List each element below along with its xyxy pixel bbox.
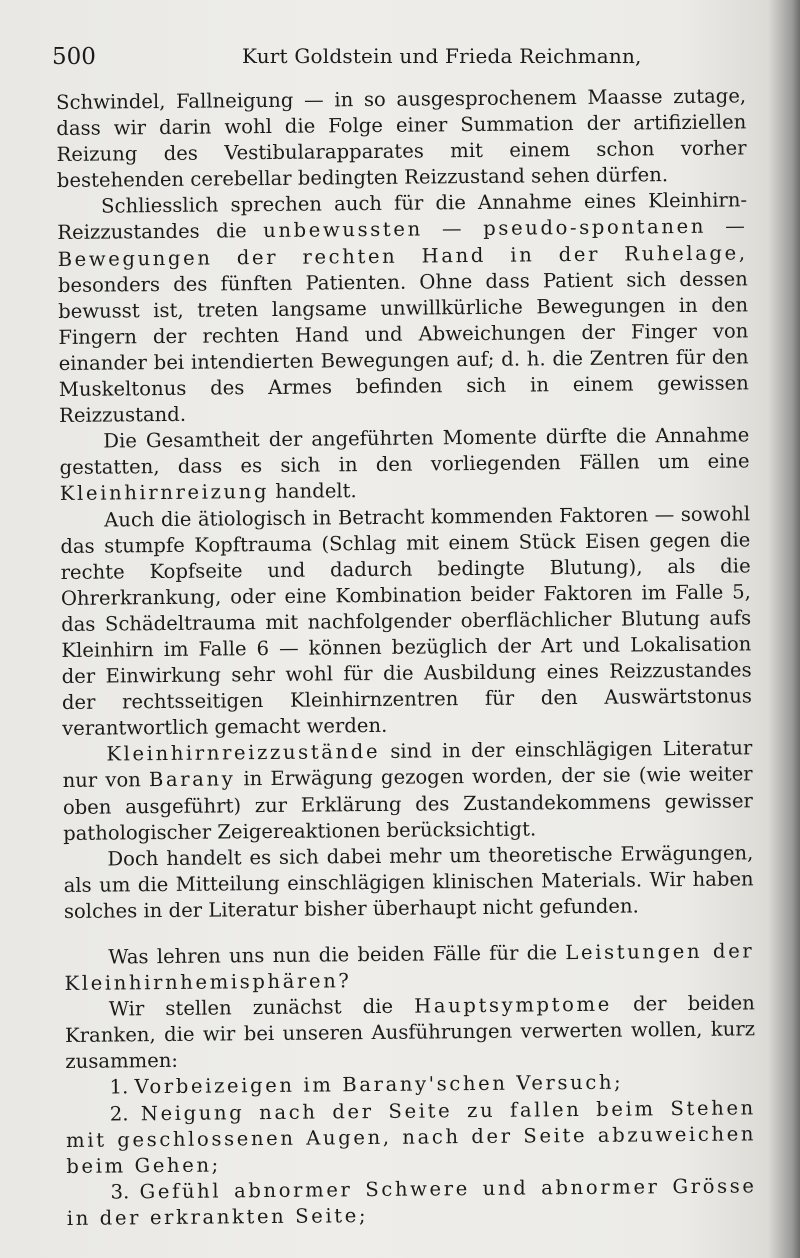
paragraph-7-part-a: Was lehren uns nun die beiden Fälle für die xyxy=(108,941,566,969)
running-head: Kurt Goldstein und Frieda Reichmann, xyxy=(242,44,642,68)
paragraph-8-emphasis: Hauptsymptome xyxy=(414,992,612,1018)
paragraph-7-emphasis: Leistungen der Kleinhirnhemisphären? xyxy=(64,939,755,996)
body-text xyxy=(56,83,757,1232)
paragraph-6 xyxy=(63,840,754,925)
paragraph-4 xyxy=(60,501,752,742)
paragraph-5-author: Barany xyxy=(148,767,236,792)
page-header xyxy=(52,44,742,74)
paragraph-3-emphasis: Kleinhirnreizung xyxy=(59,480,270,506)
paragraph-1 xyxy=(56,83,747,194)
paragraph-3-part-c: handelt. xyxy=(268,479,357,504)
paragraph-5-part-b: sind in der einschlägigen Literatur nur von xyxy=(62,736,753,793)
paragraph-3-part-a: Die Gesamtheit der angeführten Momente dürfte die Annahme gestatten, dass es sich in den vorliegenden Fällen um eine xyxy=(59,423,750,480)
paragraph-8-part-a: Wir stellen zunächst die xyxy=(108,994,415,1021)
list-item xyxy=(66,1095,757,1180)
paragraph-7 xyxy=(64,938,754,997)
paragraph-4-text: Auch die ätiologisch in Betracht kommenden Faktoren — sowohl das stumpfe Kopftrauma (Schlag mit einem Stück Eisen gegen die rechte Kopfseite und dadurch bedingte Blutung), als die Ohrerkrankung, oder eine Kombination beider Faktoren im Falle 5, das Schädeltrauma mit nachfolgender oberflächlicher Blutung aufs Kleinhirn im Falle 6 — können bezüglich der Art und Lokalisation der Einwirkung sehr wohl für die Ausbildung eines Reizzustandes der rechtsseitigen Kleinhirnzentren für den Auswärtstonus verantwortlich gemacht werden. xyxy=(60,501,752,741)
paragraph-2-part-c: besonders des fünften Patienten. Ohne dass Patient sich dessen bewusst ist, treten langsame unwillkürliche Bewegungen in den Fingern der rechten Hand und Abweichungen der Finger von einander bei intendierten Bewegungen auf; d. h. die Zentren für den Muskeltonus des Armes befinden sich in einem gewissen Reizzustand. xyxy=(57,267,749,428)
paragraph-8-part-c: der beiden Kranken, die wir bei unseren Ausführungen verwerten wollen, kurz zusammen: xyxy=(64,991,756,1074)
paragraph-5-emphasis: Kleinhirnreizzustände xyxy=(106,740,381,766)
list-item-number: 2. xyxy=(109,1101,129,1126)
paragraph-2-emphasis: unbewussten — pseudo-spontanen — Bewegungen der rechten Hand in der Ruhelage, xyxy=(57,214,748,271)
paragraph-3 xyxy=(59,423,750,508)
paragraph-8 xyxy=(65,991,756,1076)
list-item xyxy=(66,1173,756,1232)
paragraph-2 xyxy=(57,188,749,429)
paragraph-5 xyxy=(62,736,753,847)
paragraph-1-text: Schwindel, Fallneigung — in so ausgesprochenem Maasse zutage, dass wir darin wohl die Folge einer Summation der artifiziellen Reizung des Vestibularapparates mit einem schon vorher bestehenden cerebellar bedingten Reizzustand sehen dürfen. xyxy=(56,84,747,193)
page-number: 500 xyxy=(52,44,96,70)
list-item-number: 1. xyxy=(109,1075,129,1099)
paragraph-6-text: Doch handelt es sich dabei mehr um theoretische Erwägungen, als um die Mitteilung einschlägigen klinischen Materials. Wir haben solches in der Literatur bisher überhaupt nicht gefunden. xyxy=(63,841,754,923)
list-item-text: Gefühl abnormer Schwere und abnormer Grösse in der erkrankten Seite; xyxy=(66,1174,757,1230)
list-item-number: 3. xyxy=(110,1180,130,1204)
paragraph-5-part-d: in Erwägung gezogen worden, der sie (wie weiter oben ausgeführt) zur Erklärung des Zustandekommens gewisser pathologischer Zeigereaktionen berücksichtigt. xyxy=(62,762,753,845)
list-item-text: Vorbeizeigen im Barany'schen Versuch; xyxy=(134,1071,624,1099)
paragraph-2-part-a: Schliesslich sprechen auch für die Annahme eines Kleinhirn-Reizzustandes die xyxy=(57,188,748,245)
list-item-text: Neigung nach der Seite zu fallen beim Stehen mit geschlossenen Augen, nach der Seite abzuweichen beim Gehen; xyxy=(65,1095,757,1178)
